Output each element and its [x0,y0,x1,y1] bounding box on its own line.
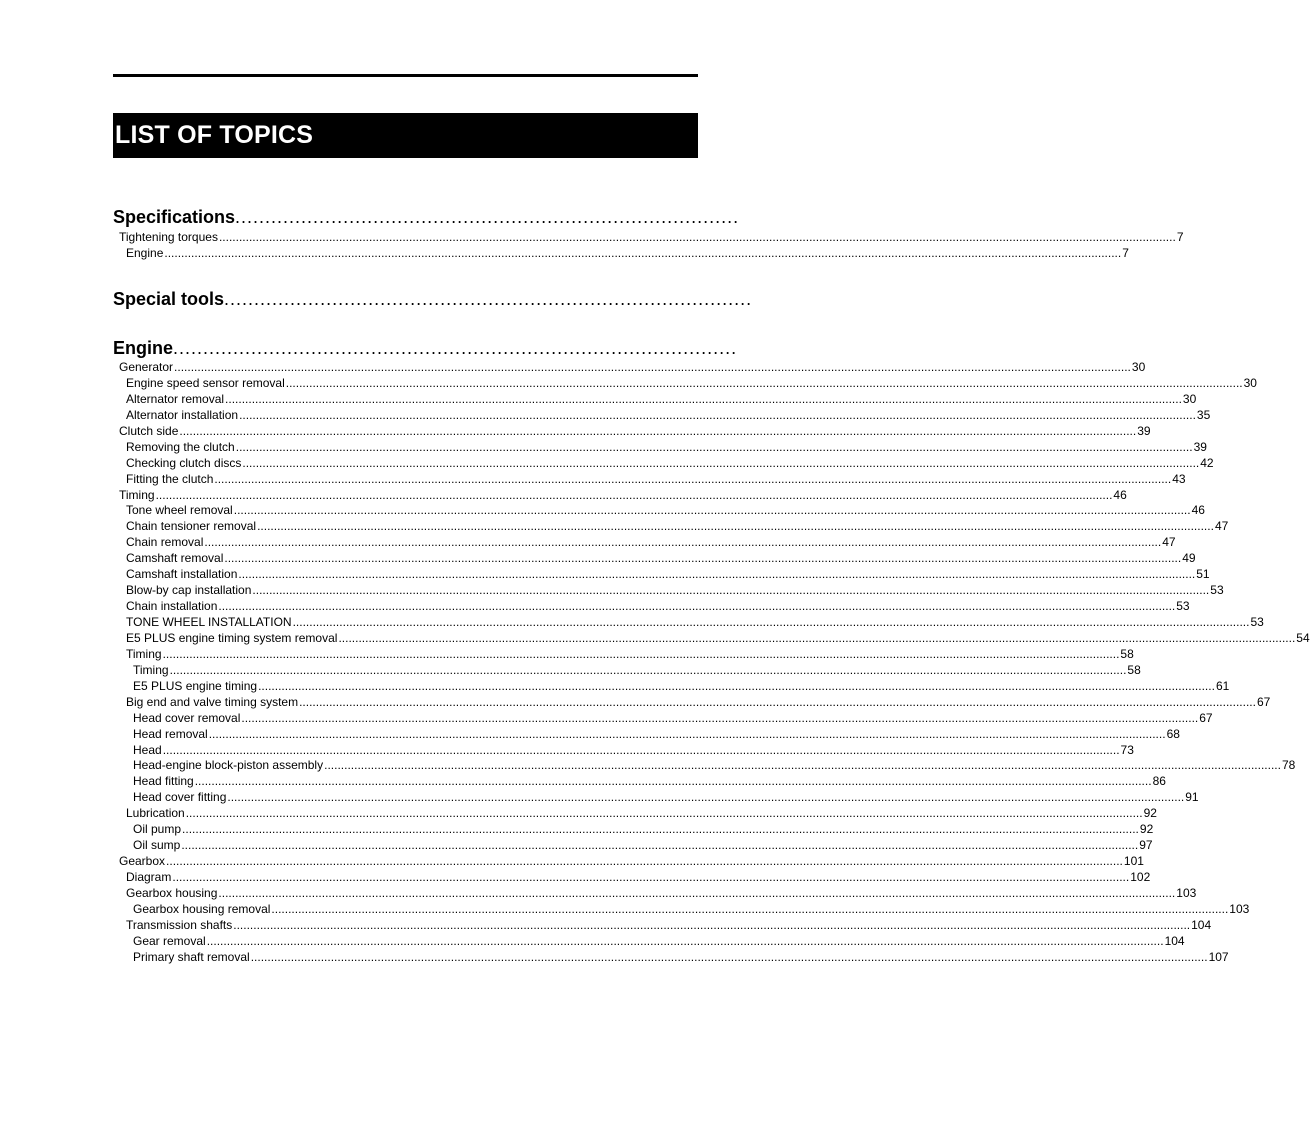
toc-entry-page-number: 92 [1143,806,1157,821]
toc-entry[interactable] [119,375,1257,392]
toc-entry-label: Checking clutch discs [126,455,242,470]
toc-entry-label: E5 PLUS engine timing [133,678,258,693]
toc-entry-label: Head removal [133,726,208,741]
toc-entry-page-number: 7 [1122,245,1129,260]
toc-entry[interactable] [119,360,1146,376]
toc-entry-page-number: 104 [1191,917,1212,932]
toc-entry-label: Engine speed sensor removal [126,375,285,390]
title-bar [113,113,698,158]
leader-dots [207,934,1164,950]
toc-entry-page-number: 97 [1139,838,1153,853]
leader-dots [238,567,1195,583]
toc-entry[interactable] [119,471,1186,488]
section-heading-engine[interactable] [113,337,738,359]
leader-dots [224,551,1181,567]
toc-entry-page-number: 67 [1199,710,1213,725]
toc-entry-label: Alternator installation [126,407,239,422]
toc-entry-page-number: 58 [1120,646,1134,661]
toc-entry-page-number: 51 [1196,567,1210,582]
toc-entry-page-number: 53 [1210,583,1224,598]
toc-entry-page-number: 47 [1162,535,1176,550]
toc-entry-page-number: 104 [1164,933,1185,948]
toc-entry-page-number: 30 [1182,391,1197,406]
toc-entry[interactable] [119,662,1141,679]
toc-entry-label: Blow-by cap installation [126,583,252,598]
toc-entry-label: Transmission shafts [126,917,233,932]
toc-entry-label: E5 PLUS engine timing system removal [126,630,338,645]
toc-entry[interactable] [119,503,1205,519]
toc-entry-page-number: 92 [1139,822,1154,837]
toc-entry[interactable] [119,583,1224,599]
toc-entry[interactable] [119,391,1197,408]
toc-entry-page-number: 103 [1229,901,1250,916]
toc-entry-page-number: 54 [1296,630,1310,645]
toc-entry[interactable] [119,407,1211,424]
toc-entry-page-number: 46 [1191,503,1205,518]
toc-entry[interactable] [119,838,1153,854]
toc-entry-label: Timing [119,487,155,502]
toc-entry-page-number: 86 [1152,774,1166,789]
leader-dots [227,790,1184,806]
toc-entry[interactable] [119,758,1296,774]
leader-dots [239,408,1196,424]
toc-entry-page-number: 42 [1200,455,1214,470]
leader-dots [338,631,1295,647]
toc-entry-page-number: 47 [1214,519,1229,534]
leader-dots [258,679,1215,695]
leader-dots [181,838,1138,854]
toc-entry-label: Head [133,742,162,757]
toc-entry-page-number: 68 [1166,726,1180,741]
leader-dots [293,615,1250,631]
toc-entry[interactable] [119,646,1134,663]
toc-entry-page-number: 101 [1123,854,1144,869]
toc-entry-page-number: 53 [1250,615,1264,629]
toc-entry-page-number: 30 [1131,360,1146,374]
leader-dots [156,488,1113,504]
toc-entry[interactable] [119,726,1180,743]
leader-dots [163,743,1120,759]
section-heading-label: Engine [113,338,174,358]
toc-entry[interactable] [119,230,1184,246]
leader-dots [209,727,1166,743]
leader-dots [218,886,1175,902]
toc-entry[interactable] [119,854,1144,870]
toc-entry-label: Head cover removal [133,710,241,725]
toc-entry[interactable] [119,901,1250,918]
toc-entry[interactable] [119,870,1151,886]
toc-entry-label: Gear removal [133,933,206,948]
toc-entry[interactable] [119,678,1230,695]
section-heading-special-tools[interactable] [113,288,753,310]
leader-dots [164,246,1121,262]
page-title: LIST OF TOPICS [115,121,314,149]
toc-entry-label: Alternator removal [126,391,225,406]
toc-entry[interactable] [119,949,1229,966]
toc-entry-label: Generator [119,360,174,374]
toc-entry-label: Lubrication [126,806,185,821]
toc-entry-label: Oil pump [133,822,182,837]
leader-dots [182,822,1139,838]
toc-entry-label: Timing [133,662,169,677]
toc-entry-page-number: 73 [1120,742,1134,757]
section-heading-label: Special tools [113,289,225,309]
toc-entry-label: Head fitting [133,774,194,789]
leader-dots [271,902,1228,918]
toc-entry-page-number: 35 [1196,407,1211,422]
toc-entry-page-number: 30 [1243,375,1257,390]
toc-entry[interactable] [119,742,1134,759]
toc-entry-label: Big end and valve timing system [126,694,299,709]
leader-dots [257,519,1214,535]
toc-entry[interactable] [119,455,1214,472]
toc-entry-page-number: 39 [1137,423,1151,438]
toc-entry-page-number: 53 [1176,599,1190,614]
toc-entry-label: Diagram [126,870,172,884]
leader-dots [234,503,1191,519]
toc-entry-page-number: 91 [1185,790,1199,805]
toc-entry-page-number: 49 [1182,551,1196,566]
leader-dots [251,950,1208,966]
toc-entry-page-number: 7 [1176,230,1184,244]
section-heading-label: Specifications [113,207,236,227]
toc-entry-label: Gearbox housing removal [133,901,271,916]
leader-dots [172,870,1129,886]
section-heading-specifications[interactable] [113,206,740,228]
toc-entry-label: Oil sump [133,838,181,853]
toc-entry-label: Camshaft installation [126,567,238,582]
leader-dots [241,711,1198,727]
toc-entry-label: Chain installation [126,599,218,614]
toc-entry-page-number: 102 [1130,870,1151,884]
leader-dots [225,392,1182,408]
heading-leader-dots: .................................................................................... [235,207,740,227]
toc-entry-label: Head cover fitting [133,790,227,805]
leader-dots [170,663,1127,679]
leader-dots [214,472,1171,488]
leader-dots [195,774,1152,790]
toc-entry-label: Tone wheel removal [126,503,233,518]
leader-dots [163,647,1120,663]
heading-leader-dots: ........................................................................................ [224,289,753,309]
leader-dots [252,583,1209,599]
toc-entry-label: Timing [126,646,162,661]
toc-entry-label: Tightening torques [119,230,218,244]
toc-entry-label: Chain tensioner removal [126,519,257,534]
toc-entry-page-number: 78 [1281,758,1296,773]
toc-entry-label: TONE WHEEL INSTALLATION [126,615,292,629]
toc-entry-page-number: 43 [1172,471,1186,486]
leader-dots [218,599,1175,615]
toc-entry-page-number: 46 [1113,487,1127,502]
toc-entry[interactable] [119,615,1264,631]
leader-dots [174,360,1131,376]
toc-entry[interactable] [119,694,1271,711]
toc-entry-page-number: 107 [1208,949,1229,964]
toc-entry-label: Camshaft removal [126,551,224,566]
toc-entry-label: Gearbox housing [126,885,218,900]
toc-entry-page-number: 67 [1256,694,1271,709]
toc-entry-page-number: 61 [1215,678,1230,693]
leader-dots [324,758,1281,774]
toc-entry[interactable] [119,630,1310,647]
toc-entry-label: Chain removal [126,535,204,550]
leader-dots [166,854,1123,870]
leader-dots [286,376,1243,392]
leader-dots [179,424,1136,440]
toc-entry[interactable] [119,822,1154,838]
toc-entry-label: Clutch side [119,423,179,438]
heading-leader-dots: .............................................................................................. [173,338,738,358]
toc-entry[interactable] [119,774,1166,790]
toc-list-specifications [119,230,1184,262]
toc-entry[interactable] [119,710,1213,727]
leader-dots [299,695,1256,711]
toc-entry[interactable] [119,933,1185,950]
toc-entry[interactable] [119,487,1127,504]
toc-entry-label: Fitting the clutch [126,471,214,486]
toc-entry-page-number: 39 [1193,439,1207,454]
toc-entry-page-number: 58 [1127,662,1141,677]
toc-entry[interactable] [119,439,1207,456]
toc-entry-label: Head-engine block-piston assembly [133,758,324,773]
toc-entry[interactable] [119,567,1210,583]
toc-entry[interactable] [119,885,1197,902]
leader-dots [233,918,1190,934]
toc-list-engine [119,360,1310,966]
toc-entry[interactable] [119,599,1190,615]
toc-entry-label: Removing the clutch [126,439,235,454]
toc-entry-label: Gearbox [119,854,166,869]
toc-entry[interactable] [119,519,1229,535]
toc-entry[interactable] [119,245,1129,262]
leader-dots [204,535,1161,551]
leader-dots [242,456,1199,472]
leader-dots [186,806,1143,822]
toc-entry-label: Engine [126,245,164,260]
toc-entry[interactable] [119,551,1196,567]
leader-dots [219,230,1176,246]
toc-entry-page-number: 103 [1176,885,1197,900]
toc-entry[interactable] [119,535,1176,551]
top-rule [113,74,698,77]
toc-entry[interactable] [119,806,1157,822]
toc-entry-label: Primary shaft removal [133,949,250,964]
leader-dots [236,440,1193,456]
toc-entry[interactable] [119,423,1151,440]
toc-entry[interactable] [119,790,1199,806]
toc-entry[interactable] [119,917,1212,934]
